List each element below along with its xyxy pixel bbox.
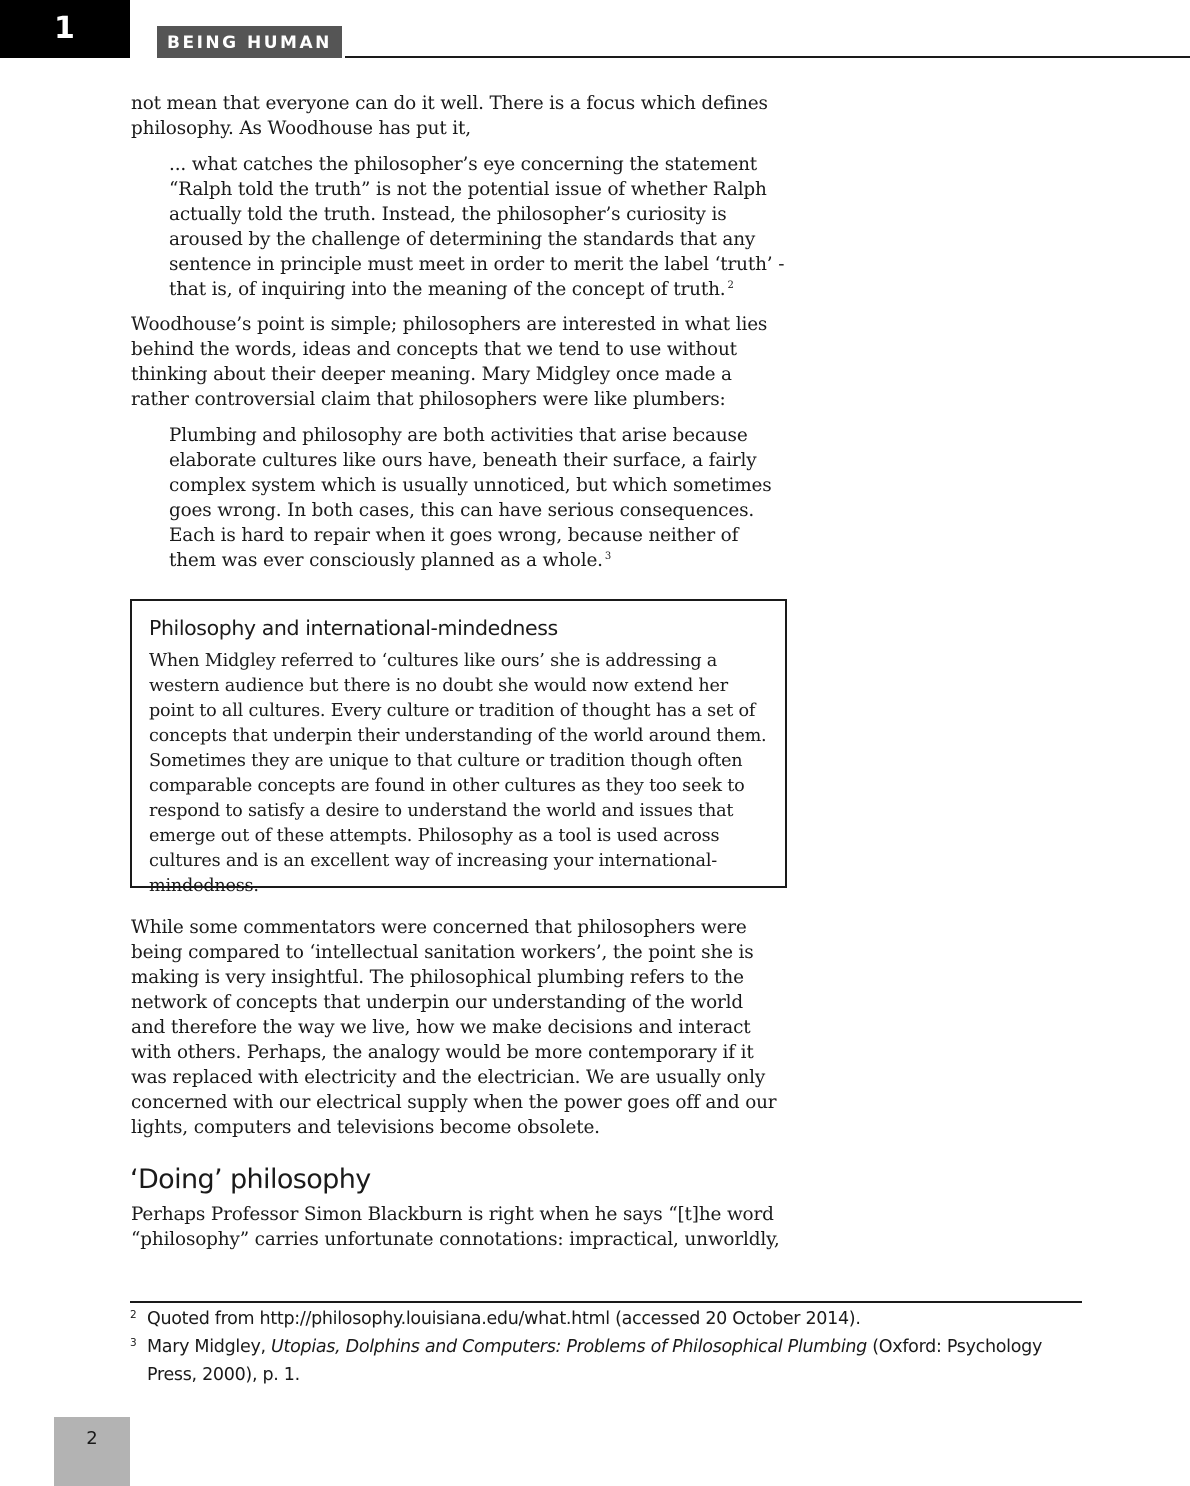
quote-woodhouse <box>169 152 785 302</box>
footnote-number: 3 <box>130 1337 137 1349</box>
book-title: Utopias, Dolphins and Computers: Problems of Philosophical Plumbing <box>271 1337 867 1357</box>
footnote-text: Quoted from http://philosophy.louisiana.edu/what.html (accessed 20 October 2014). <box>147 1309 861 1329</box>
paragraph-blackburn <box>131 1202 781 1252</box>
page-number: 2 <box>54 1417 130 1486</box>
header-rule <box>345 56 1190 58</box>
footnote-ref[interactable]: 2 <box>727 280 734 291</box>
quote-midgley <box>169 423 785 573</box>
footnote-3 <box>130 1333 1050 1389</box>
box-text: When Midgley referred to ‘cultures like ours’ she is addressing a western audience but there is no doubt she would now extend her point to all cultures. Every culture or tradition of thought has a set of concepts that underpin their understanding of the world around them. Sometimes they are unique to that culture or tradition though often comparable concepts are found in other cultures as they too seek to respond to satisfy a desire to understand the world and issues that emerge out of these attempts. Philosophy as a tool is used across cultures and is an excellent way of increasing your international-mindedness. <box>149 651 767 896</box>
paragraph-text: not mean that everyone can do it well. There is a focus which defines philosophy. As Woodhouse has put it, <box>131 93 768 139</box>
footnote-text: Mary Midgley, <box>147 1337 272 1357</box>
paragraph-text: Woodhouse’s point is simple; philosophers are interested in what lies behind the words, ideas and concepts that we tend to use without thinking about their deeper meaning. Mary Midgley once made a rather controversial claim that philosophers were like plumbers: <box>131 314 768 410</box>
sidebar-box <box>130 599 787 896</box>
footnote-rule <box>130 1301 1082 1303</box>
chapter-number: 1 <box>0 0 130 58</box>
quote-text: Plumbing and philosophy are both activities that arise because elaborate cultures like ours have, beneath their surface, a fairly complex system which is usually unnoticed, but which sometimes goes wrong. In both cases, this can have serious consequences. Each is hard to repair when it goes wrong, because neither of them was ever consciously planned as a whole. <box>169 425 772 571</box>
footnotes <box>130 1305 1050 1389</box>
paragraph-intro <box>131 91 781 141</box>
paragraph-plumbing <box>131 915 781 1140</box>
running-title: BEING HUMAN <box>157 26 342 58</box>
footnote-text: (Oxford: Psychology Press, 2000), p. 1. <box>147 1337 1043 1385</box>
paragraph-text: While some commentators were concerned that philosophers were being compared to ‘intellectual sanitation workers’, the point she is making is very insightful. The philosophical plumbing refers to the network of concepts that underpin our understanding of the world and therefore the way we live, how we make decisions and interact with others. Perhaps, the analogy would be more contemporary if it was replaced with electricity and the electrician. We are usually only concerned with our electrical supply when the power goes off and our lights, computers and televisions become obsolete. <box>131 917 777 1138</box>
footnote-ref[interactable]: 3 <box>604 551 612 562</box>
footnote-2 <box>130 1305 1050 1333</box>
paragraph-text: Perhaps Professor Simon Blackburn is right when he says “[t]he word “philosophy” carries unfortunate connotations: impractical, unworldly, <box>131 1204 780 1250</box>
box-title: Philosophy and international-mindedness <box>149 616 558 640</box>
section-heading: ‘Doing’ philosophy <box>130 1164 371 1195</box>
quote-text: ... what catches the philosopher’s eye concerning the statement “Ralph told the truth” is not the potential issue of whether Ralph actually told the truth. Instead, the philosopher’s curiosity is aroused by the challenge of determining the standards that any sentence in principle must meet in order to merit the label ‘truth’ - that is, of inquiring into the meaning of the concept of truth. <box>169 154 785 300</box>
paragraph-woodhouse-point <box>131 312 781 412</box>
footnote-number: 2 <box>130 1309 137 1321</box>
